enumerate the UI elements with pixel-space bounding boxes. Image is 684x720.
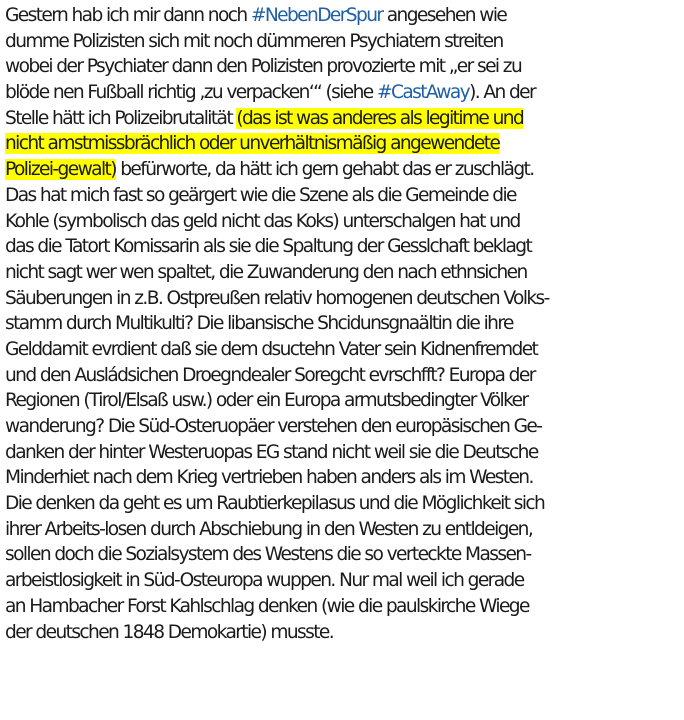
text-segment: an Hambacher Forst Kahlschlag denken (wie die paulskirche Wiege (5, 595, 529, 617)
text-segment: und den Ausládsichen Droegndealer Soregcht evrschfft? Europa der (5, 364, 535, 386)
text-segment: sollen doch die Sozialsystem des Westens die so verteckte Massen- (5, 544, 531, 566)
text-line (5, 517, 684, 543)
text-line (5, 157, 684, 183)
text-segment: dumme Polizisten sich mit noch dümmeren Psychiatern streiten (5, 30, 503, 52)
text-line (5, 260, 684, 286)
text-segment: Minderhiet nach dem Krieg vertrieben haben anders als im Westen. (5, 467, 533, 489)
text-line (5, 234, 684, 260)
hashtag-link[interactable]: #NebenDerSpur (250, 5, 383, 26)
text-line (5, 29, 684, 55)
text-segment: ). An der (469, 82, 536, 104)
hashtag-link[interactable]: #CastAway (376, 82, 470, 104)
text-line (5, 465, 684, 491)
text-line (5, 491, 684, 517)
text-line (5, 542, 684, 568)
text-segment: angesehen wie (382, 5, 507, 26)
text-segment: der deutschen 1848 Demokartie) musste. (5, 621, 334, 643)
text-segment: nicht sagt wer wen spaltet, die Zuwanderung den nach ethnsichen (5, 261, 527, 283)
text-line (5, 3, 684, 29)
text-segment: Die denken da geht es um Raubtierkepilasus und die Möglichkeit sich (5, 493, 545, 515)
text-line (5, 568, 684, 594)
text-line (5, 363, 684, 389)
text-segment: arbeistlosigkeit in Süd-Osteuropa wuppen. Nur mal weil ich gerade (5, 570, 524, 592)
text-line (5, 414, 684, 440)
text-line (5, 286, 684, 312)
text-segment: Gelddamit evrdient daß sie dem dsuctehn Vater sein Kidnenfremdet (5, 338, 538, 360)
text-segment: ihrer Arbeits-losen durch Abschiebung in den Westen zu entldeigen, (5, 518, 533, 540)
text-line (5, 131, 684, 157)
text-segment: wanderung? Die Süd-Osteruopäer verstehen den europäsischen Ge- (5, 416, 542, 437)
text-line (5, 388, 684, 414)
text-line (5, 620, 684, 646)
text-segment: wobei der Psychiater dann den Polizisten provozierte mit „er sei zu (5, 56, 522, 78)
text-line (5, 183, 684, 209)
text-line (5, 440, 684, 466)
text-segment: danken der hinter Westeruopas EG stand nicht weil sie die Deutsche (5, 441, 538, 463)
text-line (5, 337, 684, 363)
highlighted-text: (das ist was anderes als legitime und (236, 107, 524, 129)
text-segment: blöde nen Fußball richtig ‚zu verpacken‘“ (siehe (5, 82, 377, 104)
text-segment: das die Tatort Komissarin als sie die Spaltung der Gesslchaft beklagt (5, 236, 532, 258)
text-segment: Gestern hab ich mir dann noch (5, 5, 251, 26)
highlighted-text: nicht amstmissbrächlich oder unverhältnismäßig angewendete (5, 133, 500, 155)
text-line (5, 209, 684, 235)
text-line (5, 54, 684, 80)
text-segment: Kohle (symbolisch das geld nicht das Koks) unterschalgen hat und (5, 210, 520, 232)
text-line (5, 80, 684, 106)
text-segment: Regionen (Tirol/Elsaß usw.) oder ein Europa armutsbedingter Völker (5, 390, 528, 412)
text-line (5, 311, 684, 337)
text-segment: befürworte, da hätt ich gern gehabt das er zuschlägt. (115, 159, 534, 181)
text-line (5, 594, 684, 620)
highlighted-text: Polizei-gewalt) (5, 159, 116, 181)
text-segment: Das hat mich fast so geärgert wie die Szene als die Gemeinde die (5, 184, 516, 206)
text-segment: stamm durch Multikulti? Die libansische Shcidunsgnaältin die ihre (5, 313, 513, 335)
text-line (5, 106, 684, 132)
text-segment: Stelle hätt ich Polizeibrutalität (5, 107, 237, 129)
text-segment: Säuberungen in z.B. Ostpreußen relativ homogenen deutschen Volks- (5, 287, 549, 309)
